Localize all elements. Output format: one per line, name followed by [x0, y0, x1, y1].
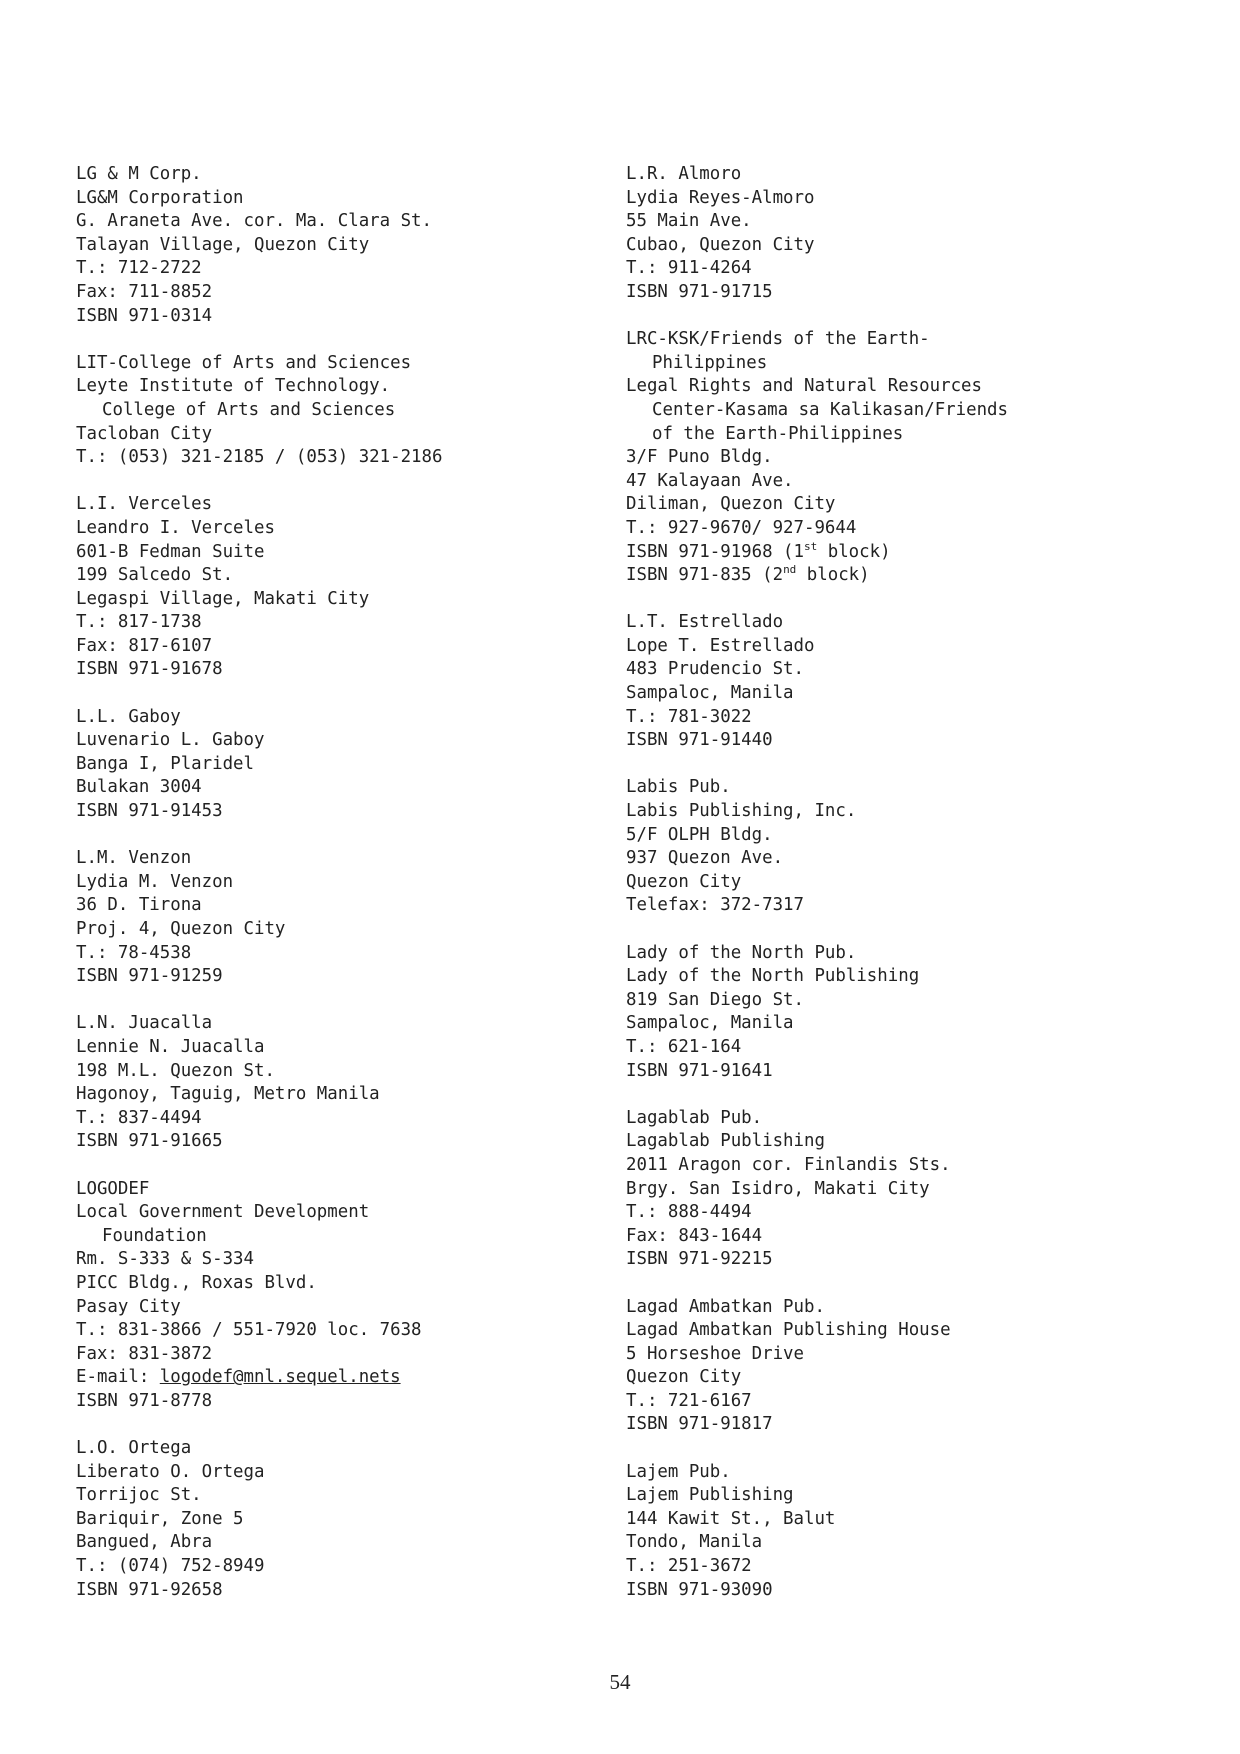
entry-abbreviation: Lagablab Pub.: [626, 1107, 763, 1128]
page-number: 54: [609, 1670, 631, 1694]
entry-telephone: T.: 712-2722: [76, 258, 202, 279]
entry-isbn: ISBN 971-91453: [76, 801, 223, 822]
entry-name: Legal Rights and Natural Resources: [626, 376, 982, 397]
isbn-text: block): [796, 565, 870, 586]
entry-abbreviation-continued: Philippines: [652, 352, 768, 373]
entry-address: 937 Quezon Ave.: [626, 848, 784, 869]
entry-name-continued: Center-Kasama sa Kalikasan/Friends: [652, 399, 1008, 420]
entry-abbreviation: L.M. Venzon: [76, 848, 192, 869]
entry-address: Talayan Village, Quezon City: [76, 234, 370, 255]
right-column: [626, 163, 1186, 1626]
directory-entry: [76, 1012, 576, 1154]
entry-abbreviation: L.L. Gaboy: [76, 706, 181, 727]
entry-name: Luvenario L. Gaboy: [76, 730, 265, 751]
directory-entry: [626, 776, 1186, 918]
directory-entry: [76, 493, 576, 682]
entry-abbreviation: Labis Pub.: [626, 777, 731, 798]
entry-telephone: T.: 781-3022: [626, 706, 752, 727]
entry-abbreviation: L.N. Juacalla: [76, 1013, 213, 1034]
entry-address: 55 Main Ave.: [626, 211, 752, 232]
entry-address: 2011 Aragon cor. Finlandis Sts.: [626, 1154, 951, 1175]
entry-telephone: T.: 721-6167: [626, 1390, 752, 1411]
entry-address: 3/F Puno Bldg.: [626, 447, 773, 468]
entry-address: Bariquir, Zone 5: [76, 1508, 244, 1529]
entry-isbn: ISBN 971-91817: [626, 1414, 773, 1435]
entry-address: 198 M.L. Quezon St.: [76, 1060, 275, 1081]
entry-isbn: ISBN 971-0314: [76, 305, 213, 326]
entry-isbn: ISBN 971-93090: [626, 1579, 773, 1600]
directory-entry: [626, 328, 1186, 588]
entry-fax: Fax: 711-8852: [76, 281, 213, 302]
entry-telephone: T.: 911-4264: [626, 258, 752, 279]
entry-telephone: T.: 837-4494: [76, 1107, 202, 1128]
entry-name: Lope T. Estrellado: [626, 635, 815, 656]
entry-isbn: ISBN 971-91440: [626, 730, 773, 751]
entry-address: 5/F OLPH Bldg.: [626, 824, 773, 845]
entry-telephone: T.: 621-164: [626, 1036, 742, 1057]
entry-isbn: ISBN 971-91259: [76, 966, 223, 987]
ordinal-superscript: nd: [783, 563, 797, 577]
entry-name: Lady of the North Publishing: [626, 966, 920, 987]
entry-name-continued: College of Arts and Sciences: [102, 399, 396, 420]
entry-address: Pasay City: [76, 1296, 181, 1317]
entry-email: [76, 1366, 576, 1390]
entry-abbreviation: Lady of the North Pub.: [626, 942, 857, 963]
entry-abbreviation: LG & M Corp.: [76, 164, 202, 184]
entry-address: Bulakan 3004: [76, 777, 202, 798]
entry-telephone: T.: 927-9670/ 927-9644: [626, 517, 857, 538]
ordinal-superscript: st: [804, 539, 818, 553]
entry-abbreviation: LRC-KSK/Friends of the Earth-: [626, 329, 930, 350]
directory-entry: [626, 942, 1186, 1084]
entry-isbn: ISBN 971-92658: [76, 1579, 223, 1600]
directory-entry: [76, 1178, 576, 1414]
directory-entry: [76, 1437, 576, 1602]
entry-name: LG&M Corporation: [76, 187, 244, 208]
entry-address: Rm. S-333 & S-334: [76, 1249, 254, 1270]
entry-address: Quezon City: [626, 871, 742, 892]
entry-address: Torrijoc St.: [76, 1485, 202, 1506]
entry-address: Banga I, Plaridel: [76, 753, 254, 774]
isbn-text: ISBN 971-835 (2: [626, 565, 784, 586]
entry-isbn: ISBN 971-91678: [76, 659, 223, 680]
entry-abbreviation: Lagad Ambatkan Pub.: [626, 1296, 825, 1317]
entry-telephone: T.: (074) 752-8949: [76, 1556, 265, 1577]
entry-isbn: [626, 541, 1186, 565]
entry-isbn: ISBN 971-91641: [626, 1060, 773, 1081]
entry-address: Proj. 4, Quezon City: [76, 919, 286, 939]
isbn-text: block): [817, 541, 891, 562]
entry-telephone: T.: 831-3866 / 551-7920 loc. 7638: [76, 1320, 422, 1341]
entry-name-continued: of the Earth-Philippines: [652, 423, 904, 444]
isbn-text: ISBN 971-91968 (1: [626, 541, 804, 562]
entry-isbn: ISBN 971-91665: [76, 1131, 223, 1152]
entry-name: Local Government Development: [76, 1202, 370, 1223]
entry-abbreviation: L.R. Almoro: [626, 164, 742, 184]
entry-abbreviation: Lajem Pub.: [626, 1461, 731, 1482]
entry-name-continued: Foundation: [102, 1225, 207, 1246]
entry-address: Legaspi Village, Makati City: [76, 588, 370, 609]
entry-abbreviation: LIT-College of Arts and Sciences: [76, 352, 412, 373]
entry-address: 199 Salcedo St.: [76, 565, 234, 586]
directory-entry: [76, 847, 576, 989]
entry-name: Leandro I. Verceles: [76, 517, 275, 538]
entry-telephone: T.: 251-3672: [626, 1556, 752, 1577]
directory-entry: [626, 611, 1186, 753]
entry-name: Labis Publishing, Inc.: [626, 801, 857, 822]
entry-isbn: ISBN 971-91715: [626, 281, 773, 302]
entry-name: Lagablab Publishing: [626, 1131, 825, 1152]
entry-address: Bangued, Abra: [76, 1532, 213, 1553]
directory-entry: [626, 1107, 1186, 1272]
entry-telephone: T.: 817-1738: [76, 612, 202, 633]
entry-isbn: ISBN 971-92215: [626, 1249, 773, 1270]
entry-address: G. Araneta Ave. cor. Ma. Clara St.: [76, 211, 432, 232]
entry-address: 144 Kawit St., Balut: [626, 1508, 836, 1529]
entry-address: Brgy. San Isidro, Makati City: [626, 1178, 930, 1199]
entry-address: PICC Bldg., Roxas Blvd.: [76, 1272, 317, 1293]
entry-isbn: ISBN 971-8778: [76, 1390, 213, 1411]
entry-isbn: [626, 564, 1186, 588]
entry-address: Tondo, Manila: [626, 1532, 763, 1553]
entry-name: Leyte Institute of Technology.: [76, 376, 391, 397]
entry-fax: Fax: 843-1644: [626, 1225, 763, 1246]
entry-abbreviation: L.O. Ortega: [76, 1438, 192, 1459]
entry-address: 47 Kalayaan Ave.: [626, 470, 794, 491]
entry-address: Sampaloc, Manila: [626, 683, 794, 704]
entry-abbreviation: L.I. Verceles: [76, 494, 213, 515]
directory-entry: [76, 706, 576, 824]
entry-address: Diliman, Quezon City: [626, 494, 836, 515]
entry-address: 601-B Fedman Suite: [76, 541, 265, 562]
entry-telephone: T.: 888-4494: [626, 1202, 752, 1223]
entry-name: Lydia M. Venzon: [76, 871, 234, 892]
entry-name: Liberato O. Ortega: [76, 1461, 265, 1482]
entry-telefax: Telefax: 372-7317: [626, 895, 804, 916]
entry-name: Lagad Ambatkan Publishing House: [626, 1320, 951, 1341]
entry-address: 36 D. Tirona: [76, 895, 202, 916]
directory-entry: [626, 163, 1186, 305]
entry-address: Sampaloc, Manila: [626, 1013, 794, 1034]
entry-address: Tacloban City: [76, 423, 213, 444]
directory-entry: [76, 352, 576, 470]
entry-fax: Fax: 817-6107: [76, 635, 213, 656]
email-label: E-mail:: [76, 1367, 160, 1388]
entry-address: 483 Prudencio St.: [626, 659, 804, 680]
entry-fax: Fax: 831-3872: [76, 1343, 213, 1364]
entry-address: Quezon City: [626, 1367, 742, 1388]
entry-name: Lydia Reyes-Almoro: [626, 187, 815, 208]
entry-telephone: T.: (053) 321-2185 / (053) 321-2186: [76, 447, 443, 468]
entry-abbreviation: LOGODEF: [76, 1178, 150, 1199]
left-column: [76, 163, 576, 1626]
directory-entry: [626, 1296, 1186, 1438]
entry-address: Hagonoy, Taguig, Metro Manila: [76, 1084, 380, 1105]
entry-name: Lajem Publishing: [626, 1485, 794, 1506]
directory-entry: [76, 163, 576, 328]
directory-entry: [626, 1461, 1186, 1603]
entry-telephone: T.: 78-4538: [76, 942, 192, 963]
entry-address: 5 Horseshoe Drive: [626, 1343, 804, 1364]
entry-address: Cubao, Quezon City: [626, 234, 815, 255]
entry-name: Lennie N. Juacalla: [76, 1036, 265, 1057]
email-link[interactable]: logodef@mnl.sequel.nets: [159, 1367, 401, 1388]
entry-abbreviation: L.T. Estrellado: [626, 612, 784, 633]
entry-address: 819 San Diego St.: [626, 989, 804, 1010]
